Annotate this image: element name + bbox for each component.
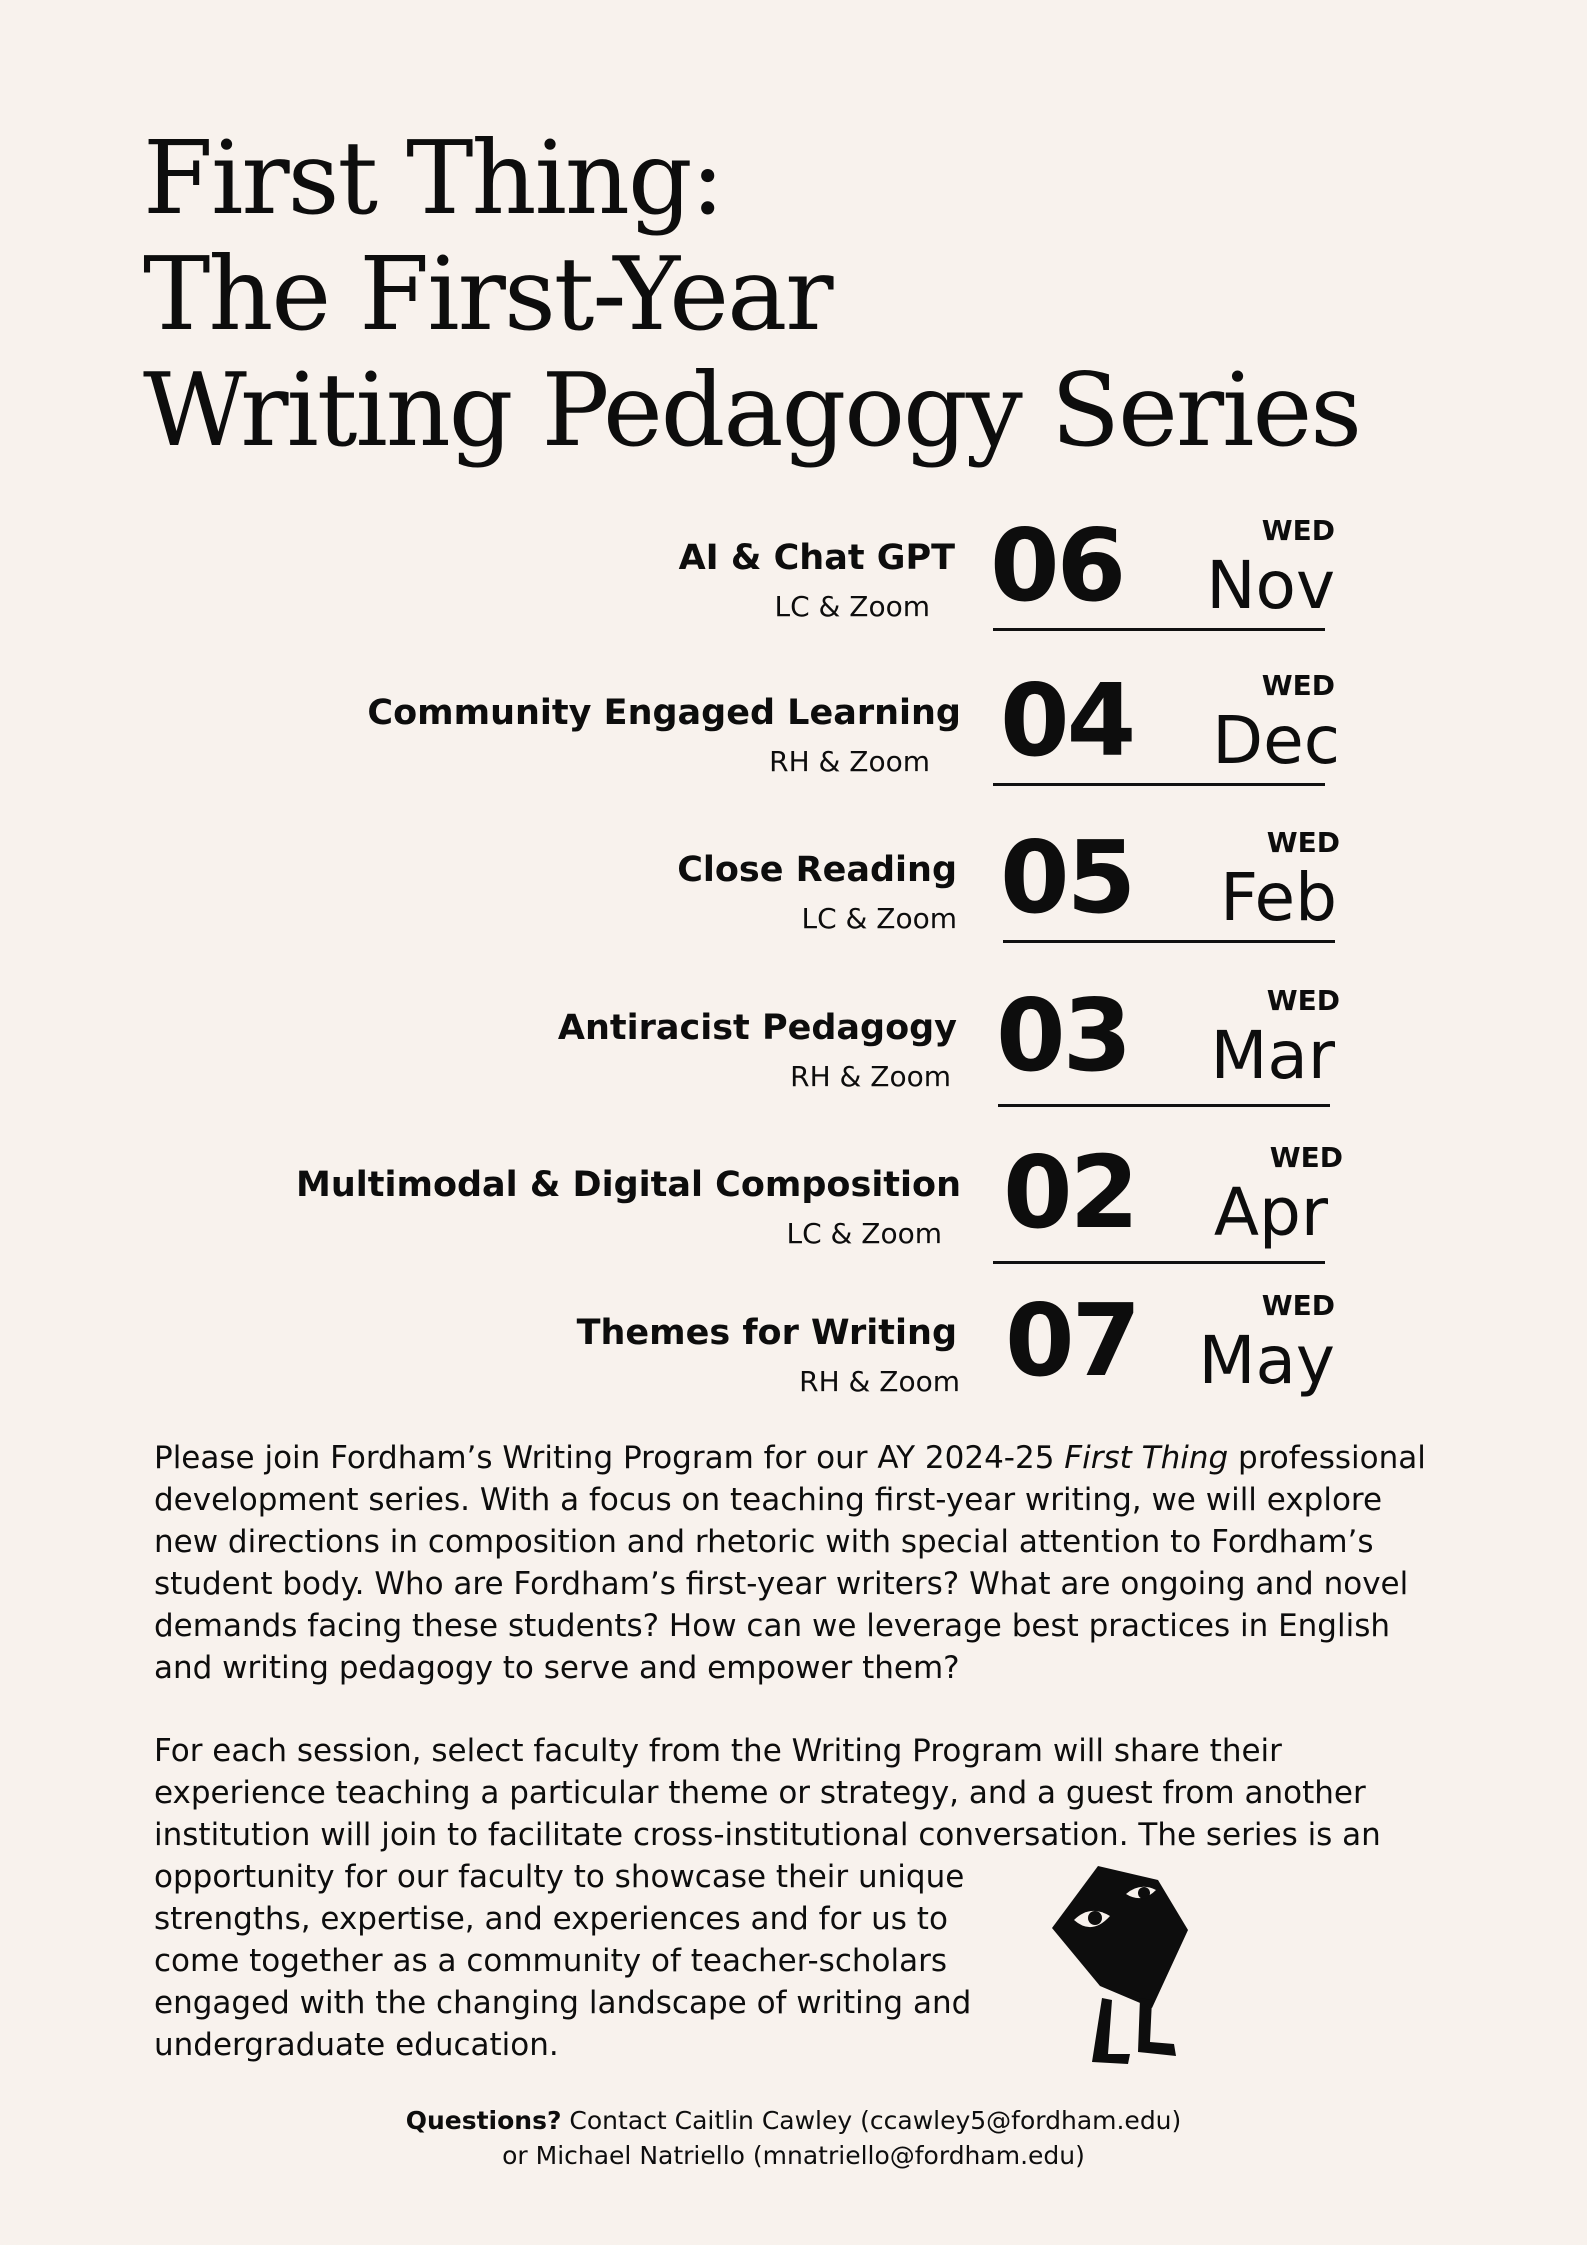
intro-text-start: Please join Fordham’s Writing Program for our AY 2024-25 [154, 1440, 1065, 1476]
title-line-3: Writing Pedagogy Series [143, 351, 1361, 469]
date-underline [993, 1261, 1325, 1264]
date-underline [993, 628, 1325, 631]
contact-primary: Contact Caitlin Cawley (ccawley5@fordham.edu) [561, 2106, 1182, 2135]
title-line-2: The First-Year [143, 235, 832, 353]
intro-paragraph [154, 1437, 1454, 1689]
session-day: 07 [1005, 1282, 1139, 1399]
session-item [0, 1127, 1587, 1267]
series-name-italic: First Thing [1064, 1440, 1229, 1476]
session-item [0, 812, 1587, 952]
session-venue: LC & Zoom [786, 1217, 942, 1250]
date-underline [998, 1104, 1330, 1107]
details-line: engaged with the changing landscape of writing and [154, 1985, 972, 2021]
session-topic: AI & Chat GPT [678, 538, 955, 578]
contact-line-1 [0, 2103, 1587, 2138]
session-weekday: WED [1269, 1141, 1343, 1174]
session-item [0, 970, 1587, 1110]
session-month: Mar [1210, 1017, 1335, 1094]
session-topic: Community Engaged Learning [367, 693, 961, 733]
session-venue: RH & Zoom [799, 1365, 960, 1398]
session-topic: Antiracist Pedagogy [557, 1008, 957, 1048]
date-underline [1003, 940, 1335, 943]
session-topic: Themes for Writing [576, 1313, 957, 1353]
questions-label: Questions? [405, 2106, 562, 2135]
page-title [143, 120, 1360, 468]
diamond-mascot-illustration [1040, 1858, 1210, 2073]
session-day: 04 [1000, 662, 1134, 779]
session-month: Apr [1213, 1174, 1328, 1251]
session-weekday: WED [1261, 1289, 1335, 1322]
details-line: opportunity for our faculty to showcase their unique [154, 1859, 965, 1895]
session-venue: LC & Zoom [774, 590, 930, 623]
session-weekday: WED [1261, 669, 1335, 702]
details-line: come together as a community of teacher-scholars [154, 1943, 947, 1979]
session-weekday: WED [1266, 984, 1340, 1017]
details-line: strengths, expertise, and experiences and for us to [154, 1901, 948, 1937]
session-venue: RH & Zoom [769, 745, 930, 778]
details-line: undergraduate education. [154, 2027, 559, 2063]
session-venue: RH & Zoom [790, 1060, 951, 1093]
details-line: experience teaching a particular theme or strategy, and a guest from another [154, 1775, 1366, 1811]
session-month: Nov [1206, 547, 1335, 624]
session-item [0, 655, 1587, 795]
session-topic: Close Reading [677, 850, 957, 890]
date-underline [993, 783, 1325, 786]
session-day: 02 [1003, 1134, 1137, 1251]
session-month: May [1198, 1322, 1335, 1399]
session-item [0, 500, 1587, 640]
contact-line-2: or Michael Natriello (mnatriello@fordham.edu) [502, 2141, 1085, 2170]
session-weekday: WED [1261, 514, 1335, 547]
intro-text-rest: professional development series. With a focus on teaching first-year writing, we will explore new directions in composition and rhetoric with special attention to Fordham’s student body. Who are Fordham’s first-year writers? What are ongoing and novel demands facing these students? How can we leverage best practices in English and writing pedagogy to serve and empower them? [154, 1440, 1426, 1686]
session-item [0, 1275, 1587, 1415]
details-line: For each session, select faculty from the Writing Program will share their [154, 1733, 1282, 1769]
session-topic: Multimodal & Digital Composition [296, 1165, 961, 1205]
session-day: 05 [1000, 819, 1134, 936]
details-line: institution will join to facilitate cross-institutional conversation. The series is an [154, 1817, 1381, 1853]
title-line-1: First Thing: [143, 119, 723, 237]
session-month: Feb [1220, 859, 1337, 936]
contact-info [0, 2103, 1587, 2173]
session-venue: LC & Zoom [801, 902, 957, 935]
session-day: 03 [996, 977, 1130, 1094]
session-weekday: WED [1266, 826, 1340, 859]
session-month: Dec [1212, 702, 1340, 779]
session-day: 06 [990, 507, 1124, 624]
